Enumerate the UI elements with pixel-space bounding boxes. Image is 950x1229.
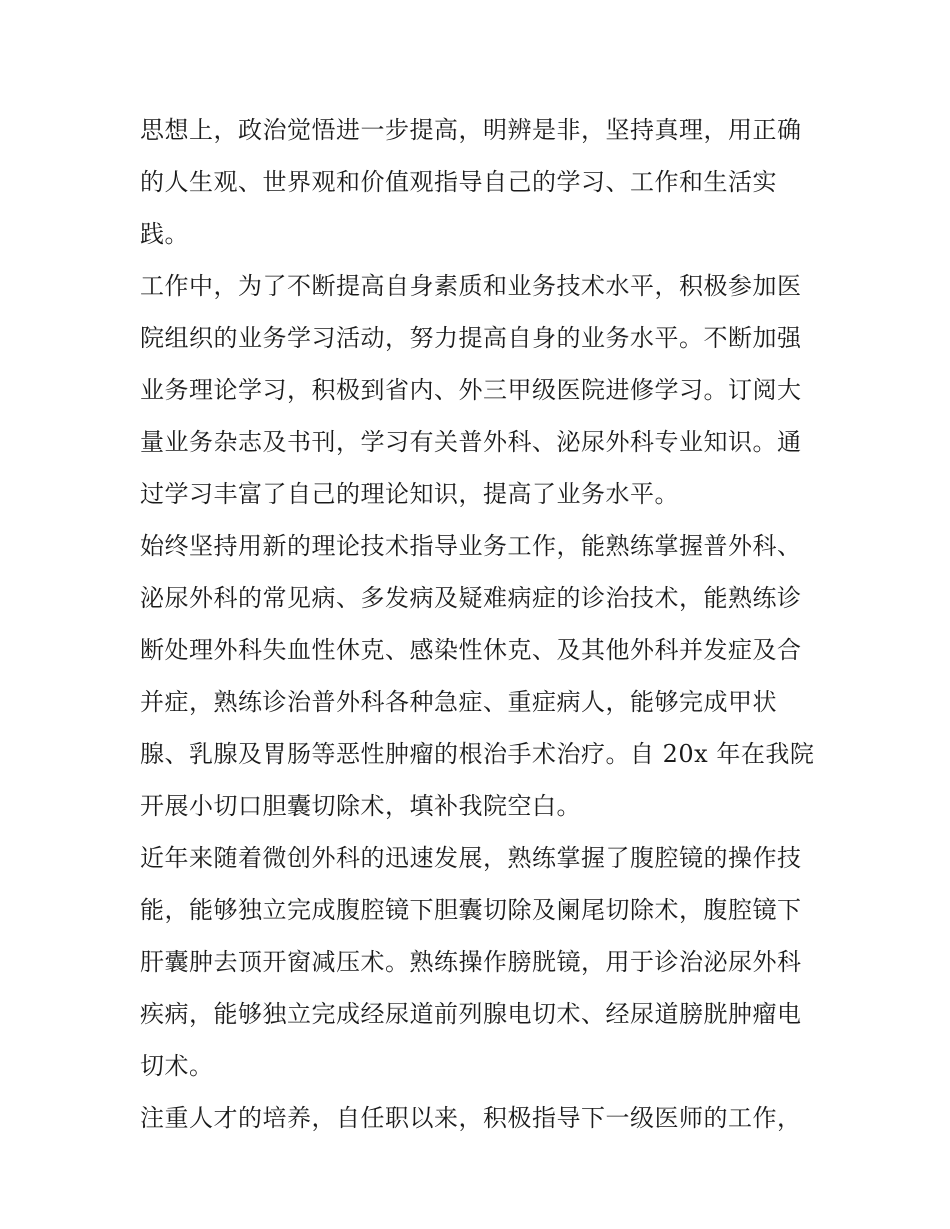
text-line: 并症，熟练诊治普外科各种急症、重症病人，能够完成甲状 [140, 688, 777, 716]
text-line: 断处理外科失血性休克、感染性休克、及其他外科并发症及合 [140, 636, 802, 664]
text-line: 践。 [140, 220, 189, 248]
text-line: 肝囊肿去顶开窗减压术。熟练操作膀胱镜，用于诊治泌尿外科 [140, 948, 802, 976]
text-line: 近年来随着微创外科的迅速发展，熟练掌握了腹腔镜的操作技 [140, 844, 802, 872]
paragraph-clinical-skills [140, 520, 820, 832]
text-line: 院组织的业务学习活动，努力提高自身的业务水平。不断加强 [140, 324, 802, 352]
paragraph-minimally-invasive [140, 832, 820, 1092]
text-line: 思想上，政治觉悟进一步提高，明辨是非，坚持真理，用正确 [140, 116, 802, 144]
text-line: 泌尿外科的常见病、多发病及疑难病症的诊治技术，能熟练诊 [140, 584, 802, 612]
text-line: 开展小切口胆囊切除术，填补我院空白。 [140, 792, 581, 820]
document-body [140, 104, 820, 1144]
text-line: 疾病，能够独立完成经尿道前列腺电切术、经尿道膀胱肿瘤电 [140, 1000, 802, 1028]
paragraph-study [140, 260, 820, 520]
text-line: 始终坚持用新的理论技术指导业务工作，能熟练掌握普外科、 [140, 532, 802, 560]
text-line: 腺、乳腺及胃肠等恶性肿瘤的根治手术治疗。自 20x 年在我院 [140, 740, 815, 768]
text-line: 量业务杂志及书刊，学习有关普外科、泌尿外科专业知识。通 [140, 428, 802, 456]
paragraph-training [140, 1092, 820, 1144]
text-line: 能，能够独立完成腹腔镜下胆囊切除及阑尾切除术，腹腔镜下 [140, 896, 802, 924]
text-line: 注重人才的培养，自任职以来，积极指导下一级医师的工作， [140, 1104, 802, 1132]
paragraph-political [140, 104, 820, 260]
text-line: 工作中，为了不断提高自身素质和业务技术水平，积极参加医 [140, 272, 802, 300]
text-line: 业务理论学习，积极到省内、外三甲级医院进修学习。订阅大 [140, 376, 802, 404]
text-line: 的人生观、世界观和价值观指导自己的学习、工作和生活实 [140, 168, 777, 196]
text-line: 切术。 [140, 1052, 214, 1080]
text-line: 过学习丰富了自己的理论知识，提高了业务水平。 [140, 480, 679, 508]
